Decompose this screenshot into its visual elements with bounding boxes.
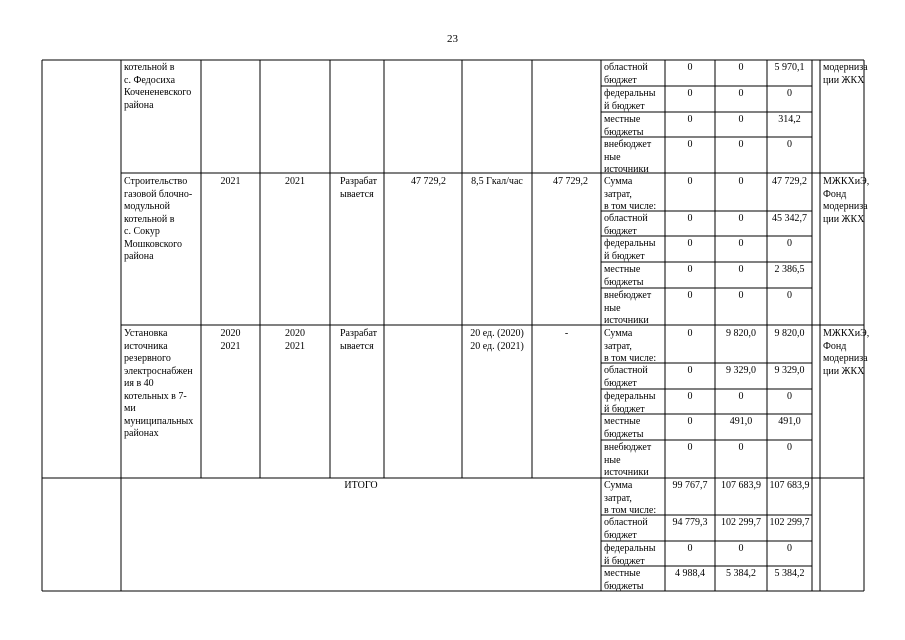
source-label: областной бюджет <box>604 517 648 541</box>
value-cell: 0 <box>787 543 792 554</box>
value-cell: 0 <box>738 213 744 224</box>
value-cell: 0 <box>787 442 792 453</box>
year-start-row2: 2021 <box>220 176 241 187</box>
value-cell: 2 386,5 <box>774 264 805 275</box>
source-label: Сумма затрат, в том числе: <box>604 176 657 212</box>
value-cell: 0 <box>738 442 744 453</box>
value-cell: 99 767,7 <box>672 480 708 491</box>
value-cell: 0 <box>738 62 744 73</box>
value-cell: 0 <box>687 238 693 249</box>
value-cell: 0 <box>738 543 744 554</box>
value-cell: 0 <box>687 442 693 453</box>
value-cell: 5 970,1 <box>774 62 805 73</box>
total-label: ИТОГО <box>344 480 378 491</box>
source-label: местные бюджеты <box>604 416 644 440</box>
value-cell: 0 <box>738 238 744 249</box>
value-cell: 0 <box>738 88 744 99</box>
page-number: 23 <box>447 33 458 45</box>
value-cell: 0 <box>687 290 693 301</box>
value-cell: 107 683,9 <box>769 480 810 491</box>
project-name-row1: котельной в с. Федосиха Кочененевского района <box>124 62 192 111</box>
year-end-row3: 2020 2021 <box>285 328 305 352</box>
value-cell: 107 683,9 <box>721 480 761 491</box>
source-label: Сумма затрат, в том числе: <box>604 328 657 364</box>
status-row3: Разрабат ывается <box>340 328 378 352</box>
agency-row2: МЖКХиЭ, Фонд модерниза ции ЖКХ <box>823 176 870 225</box>
source-label: областной бюджет <box>604 62 648 86</box>
source-label: областной бюджет <box>604 365 648 389</box>
value-cell: 0 <box>687 139 693 150</box>
agency-row1: модерниза ции ЖКХ <box>823 62 868 86</box>
value-cell: 0 <box>738 139 744 150</box>
value-cell: 0 <box>787 88 792 99</box>
value-cell: 0 <box>687 365 693 376</box>
value-cell: 0 <box>687 264 693 275</box>
project-name-row2: Строительство газовой блочно- модульной котельной в с. Сокур Мошковского района <box>124 176 193 262</box>
value-cell: 45 342,7 <box>772 213 807 224</box>
value-cell: 0 <box>787 238 792 249</box>
value-cell: 102 299,7 <box>721 517 761 528</box>
value-cell: 0 <box>787 391 792 402</box>
value-cell: 0 <box>787 139 792 150</box>
value-cell: 4 988,4 <box>675 568 705 579</box>
year-end-row2: 2021 <box>285 176 305 187</box>
value-cell: 0 <box>687 176 693 187</box>
value-cell: 94 779,3 <box>672 517 708 528</box>
value-cell: 0 <box>738 391 744 402</box>
value-cell: 9 329,0 <box>774 365 805 376</box>
capacity-row2: 8,5 Гкал/час <box>471 176 523 187</box>
value-cell: 0 <box>687 543 693 554</box>
source-label: Сумма затрат, в том числе: <box>604 480 657 516</box>
value-cell: 314,2 <box>778 114 801 125</box>
value-cell: 5 384,2 <box>726 568 756 579</box>
source-label: местные бюджеты <box>604 568 644 592</box>
value-cell: 0 <box>687 114 693 125</box>
source-label: федеральны й бюджет <box>604 543 656 567</box>
source-label: федеральны й бюджет <box>604 238 656 262</box>
value-cell: 0 <box>687 328 693 339</box>
value-cell: 9 820,0 <box>774 328 805 339</box>
source-label: федеральны й бюджет <box>604 88 656 112</box>
value-cell: 0 <box>787 290 792 301</box>
source-label: внебюджет ные источники <box>604 290 652 326</box>
capacity-row3: 20 ед. (2020) 20 ед. (2021) <box>470 328 524 352</box>
source-label: федеральны й бюджет <box>604 391 656 415</box>
cost2-row3: - <box>564 328 569 339</box>
source-label: местные бюджеты <box>604 264 644 288</box>
value-cell: 47 729,2 <box>772 176 807 187</box>
source-label: внебюджет ные источники <box>604 442 652 478</box>
year-start-row3: 2020 2021 <box>220 328 241 352</box>
project-name-row3: Установка источника резервного электроснабжен ия в 40 котельных в 7- ми муниципальных районах <box>124 328 194 439</box>
value-cell: 0 <box>687 391 693 402</box>
value-cell: 0 <box>687 416 693 427</box>
value-cell: 102 299,7 <box>769 517 810 528</box>
value-cell: 0 <box>738 176 744 187</box>
source-label: внебюджет ные источники <box>604 139 652 175</box>
value-cell: 9 820,0 <box>726 328 756 339</box>
value-cell: 0 <box>738 264 744 275</box>
value-cell: 9 329,0 <box>726 365 756 376</box>
value-cell: 0 <box>738 114 744 125</box>
value-cell: 0 <box>687 88 693 99</box>
agency-row3: МЖКХиЭ, Фонд модерниза ции ЖКХ <box>823 328 870 377</box>
source-label: местные бюджеты <box>604 114 644 138</box>
value-cell: 0 <box>738 290 744 301</box>
value-cell: 491,0 <box>729 416 753 427</box>
value-cell: 491,0 <box>778 416 801 427</box>
source-label: областной бюджет <box>604 213 648 237</box>
value-cell: 5 384,2 <box>774 568 805 579</box>
cost-row2: 47 729,2 <box>411 176 446 187</box>
value-cell: 0 <box>687 213 693 224</box>
status-row2: Разрабат ывается <box>340 176 378 200</box>
value-cell: 0 <box>687 62 693 73</box>
cost2-row2: 47 729,2 <box>553 176 588 187</box>
